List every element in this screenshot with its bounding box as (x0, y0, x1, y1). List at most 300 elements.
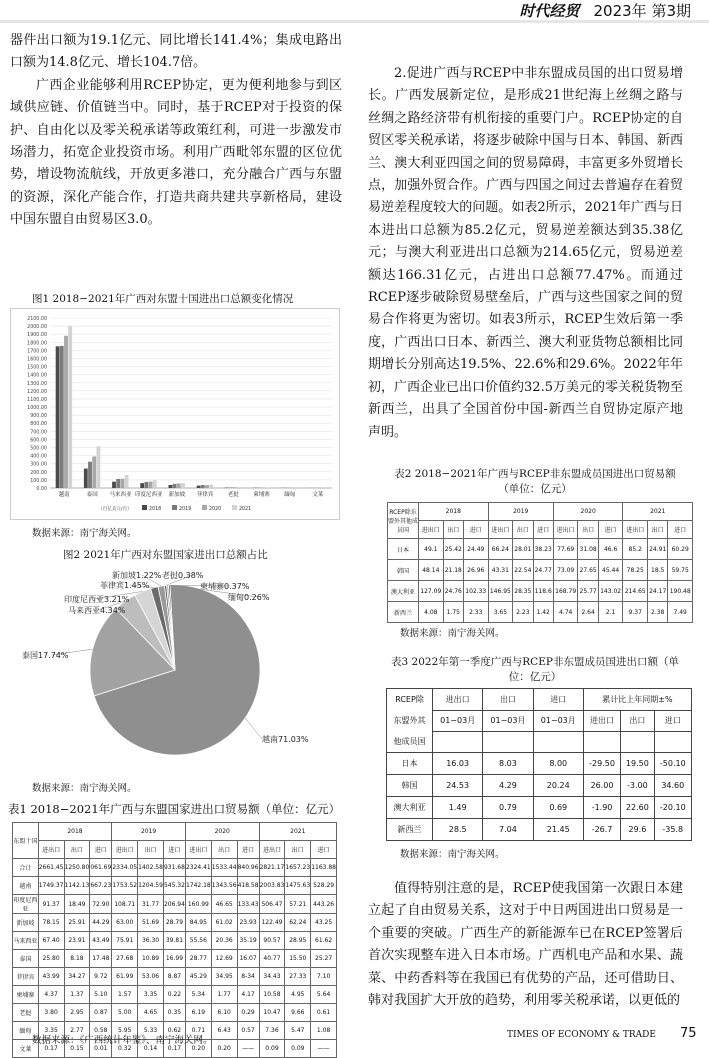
table-cell: 061.69 (90, 859, 112, 877)
table-cell: 146.95 (488, 581, 513, 602)
table-cell: 46.65 (211, 895, 237, 914)
table-cell: 2661.45 (38, 859, 64, 877)
bar (209, 485, 213, 488)
slice-label: 菲律宾1.45% (100, 580, 150, 590)
corner-cell: 东盟十国 (13, 823, 39, 859)
table-cell: 9.72 (90, 968, 112, 986)
table-cell: 38.23 (533, 539, 553, 560)
table-row (388, 581, 693, 602)
table-cell: 55.56 (185, 932, 211, 950)
bar (112, 482, 116, 488)
leader-line (245, 718, 262, 739)
table-cell: 1402.58 (138, 859, 164, 877)
figure-2-source: 数据来源：南宁海关网。 (32, 780, 137, 794)
table-cell: 26.00 (583, 775, 620, 797)
table-cell: 44.29 (90, 914, 112, 932)
table-cell: 7.36 (259, 1022, 285, 1040)
bar (197, 486, 201, 488)
journal-brand: 时代经贸 (519, 2, 579, 20)
subheader-row (13, 841, 337, 859)
period-cell: 01−03月 (433, 710, 483, 731)
subheader-cell: 进口 (237, 841, 259, 859)
table-cell: 61.62 (311, 932, 337, 950)
table-cell: 0.62 (163, 1022, 185, 1040)
subheader-cell: 进口 (598, 521, 623, 539)
table-cell: 18.5 (648, 560, 668, 581)
growth-subheader: 进出口 (583, 710, 620, 731)
bar (60, 346, 64, 488)
table-cell: 19.50 (621, 753, 654, 775)
table-cell: 23.93 (237, 914, 259, 932)
table-cell: 1742.18 (185, 877, 211, 895)
table-cell: 20.24 (533, 775, 583, 797)
year-header: 2021 (623, 503, 693, 521)
figure-2-pie-chart (10, 562, 340, 762)
slice-label: 印度尼西亚3.21% (64, 594, 130, 604)
table-cell: 4.95 (285, 986, 311, 1004)
figure-1-caption: 图1 2018−2021年广西对东盟十国进出口总额变化情况 (32, 291, 293, 306)
table-cell: 15.50 (285, 950, 311, 968)
table-cell: 7.49 (668, 602, 693, 623)
table-cell: 1.08 (311, 1022, 337, 1040)
row-name-cell: 泰国 (13, 950, 39, 968)
row-name-cell: 澳大利亚 (388, 581, 419, 602)
y-tick-label: 300.00 (30, 462, 47, 468)
legend-swatch (232, 505, 237, 510)
table-cell: 4.17 (237, 986, 259, 1004)
table-cell: 931.68 (163, 859, 185, 877)
bar (233, 487, 237, 488)
period-cell: 01−03月 (483, 710, 533, 731)
table-cell: 2.38 (648, 602, 668, 623)
subheader-cell: 出口 (443, 521, 463, 539)
table-cell: 0.20 (211, 1040, 237, 1058)
row-name-cell: 老挝 (13, 1004, 39, 1022)
table-cell: 21.18 (443, 560, 463, 581)
table-row (387, 819, 692, 841)
table-cell: 133.43 (237, 895, 259, 914)
bar (238, 487, 242, 488)
table-cell: 3.80 (38, 1004, 64, 1022)
table-3-caption: 表3 2022年第一季度广西与RCEP非东盟成员国进出口额（单位：亿元） (385, 655, 685, 685)
bar (201, 485, 205, 488)
column-header: 出口 (483, 689, 533, 711)
table-row (388, 539, 693, 560)
table-2-source: 数据来源：南宁海关网。 (400, 625, 505, 639)
row-name-cell: 马来西亚 (13, 932, 39, 950)
subheader-cell: 进出口 (623, 521, 648, 539)
table-1-source: 数据来源：《广西统计年鉴》、南宁海关网。 (32, 1032, 213, 1046)
table-cell: 1657.23 (285, 859, 311, 877)
row-name-cell: 韩国 (387, 775, 433, 797)
slice-label: 越南71.03% (262, 734, 309, 744)
year-header: 2019 (112, 823, 186, 841)
x-tick-label: 印度尼西亚 (135, 490, 163, 498)
table-cell: 5.64 (311, 986, 337, 1004)
table-cell: 78.25 (623, 560, 648, 581)
legend-label: 2018 (149, 506, 161, 512)
table-cell: 0.29 (237, 1004, 259, 1022)
table-cell: 27.68 (112, 950, 138, 968)
row-name-cell: 合计 (13, 859, 39, 877)
table-cell: 1.57 (112, 986, 138, 1004)
y-tick-label: 1400.00 (27, 373, 47, 379)
table-cell: 34.43 (259, 968, 285, 986)
table-cell: 27.33 (285, 968, 311, 986)
row-name-cell: 柬埔寨 (13, 986, 39, 1004)
y-tick-label: 900.00 (30, 413, 47, 419)
table-cell: 4.29 (483, 775, 533, 797)
y-tick-label: 1600.00 (27, 356, 47, 362)
table-cell: 2334.05 (112, 859, 138, 877)
table-cell: 53.06 (138, 968, 164, 986)
table-cell: 26.96 (463, 560, 488, 581)
x-tick-label: 文莱 (312, 490, 324, 498)
table-cell: 545.32 (163, 877, 185, 895)
year-header: 2020 (185, 823, 259, 841)
table-cell: 206.94 (163, 895, 185, 914)
table-cell: 122.49 (259, 914, 285, 932)
table-cell: 7.10 (311, 968, 337, 986)
table-cell: 40.77 (259, 950, 285, 968)
table-cell: 8.03 (483, 753, 533, 775)
subheader-cell: 进出口 (419, 521, 444, 539)
table-cell: 0.35 (163, 1004, 185, 1022)
subheader-cell: 进口 (463, 521, 488, 539)
empty-cell (654, 731, 691, 753)
table-cell: 59.75 (668, 560, 693, 581)
corner-cell: 他成员国 (387, 731, 433, 753)
page-number: 75 (680, 1026, 697, 1041)
table-cell: -35.8 (654, 819, 691, 841)
subheader-cell: 出口 (211, 841, 237, 859)
table-cell: 5.10 (90, 986, 112, 1004)
table-cell: 2.64 (578, 602, 598, 623)
table-cell: 17.48 (90, 950, 112, 968)
header-row (388, 503, 693, 521)
table-cell: —— (311, 1040, 337, 1058)
row-name-cell: 越南 (13, 877, 39, 895)
table-cell: 61.02 (211, 914, 237, 932)
slice-label: 新加坡1.22% (112, 570, 162, 580)
bar (92, 456, 96, 488)
table-row (13, 895, 337, 914)
table-cell: 0.69 (533, 797, 583, 819)
x-tick-label: 老挝 (228, 490, 240, 498)
right-column-text-2 (368, 878, 683, 1012)
table-cell: 46.6 (598, 539, 623, 560)
table-row (13, 950, 337, 968)
bar (229, 487, 233, 488)
table-cell: 2.23 (513, 602, 533, 623)
row-name-cell: 缅甸 (13, 1022, 39, 1040)
y-tick-label: 1800.00 (27, 340, 47, 346)
table-cell: 6.43 (211, 1022, 237, 1040)
table-cell: 667.23 (90, 877, 112, 895)
column-header: 进出口 (433, 689, 483, 711)
table-cell: 0.79 (483, 797, 533, 819)
row-name-cell: 菲律宾 (13, 968, 39, 986)
table-row (13, 932, 337, 950)
legend-label: 2019 (179, 506, 191, 512)
table-cell: 3.35 (38, 1022, 64, 1040)
y-tick-label: 200.00 (30, 470, 47, 476)
table-cell: 3.35 (138, 986, 164, 1004)
table-cell: 16.07 (237, 950, 259, 968)
table-cell: 77.69 (553, 539, 578, 560)
table-2-caption: 表2 2018−2021年广西与RCEP非东盟成员国进出口贸易额（单位：亿元） (385, 467, 685, 497)
table-cell: 90.57 (259, 932, 285, 950)
table-cell: 160.99 (185, 895, 211, 914)
bar (88, 462, 92, 488)
table-cell: 0.71 (185, 1022, 211, 1040)
y-tick-label: 600.00 (30, 437, 47, 443)
header-text (519, 0, 691, 21)
table-cell: 1.77 (211, 986, 237, 1004)
table-cell: 49.1 (419, 539, 444, 560)
x-tick-label: 菲律宾 (197, 490, 214, 498)
table-cell: -3.00 (621, 775, 654, 797)
empty-cell (433, 731, 483, 753)
y-tick-label: 1700.00 (27, 348, 47, 354)
table-cell: 22.54 (513, 560, 533, 581)
table-cell: 0.58 (90, 1022, 112, 1040)
table-cell: 45.29 (185, 968, 211, 986)
growth-header: 累计比上年同期±% (583, 689, 691, 711)
table-cell: 61.99 (112, 968, 138, 986)
left-paragraph-1: 器件出口额为19.1亿元、同比增长141.4%；集成电路出口额为14.8亿元、增长104.7倍。 (10, 30, 342, 75)
table-cell: 528.29 (311, 877, 337, 895)
table-cell: 0.22 (163, 986, 185, 1004)
year-header: 2018 (419, 503, 489, 521)
x-tick-label: 缅甸 (284, 490, 296, 498)
y-tick-label: 400.00 (30, 454, 47, 460)
y-tick-label: 0.00 (36, 486, 47, 492)
legend-label: 2021 (239, 506, 251, 512)
bar (97, 446, 101, 488)
table-cell: 0.01 (90, 1040, 112, 1058)
table-cell: 25.91 (64, 914, 90, 932)
table-cell: 63.00 (112, 914, 138, 932)
empty-cell (621, 731, 654, 753)
y-tick-label: 1000.00 (27, 405, 47, 411)
table-cell: 5.47 (285, 1022, 311, 1040)
table-cell: 0.17 (163, 1040, 185, 1058)
bar (149, 482, 153, 488)
table-cell: -50.10 (654, 753, 691, 775)
table-cell: 20.36 (211, 932, 237, 950)
table-cell: 8.00 (533, 753, 583, 775)
table-cell: 31.77 (138, 895, 164, 914)
table-row (13, 859, 337, 877)
y-tick-label: 1300.00 (27, 381, 47, 387)
x-tick-label: 泰国 (87, 490, 99, 498)
table-cell: 1204.59 (138, 877, 164, 895)
slice-label: 老挝0.38% (162, 570, 204, 580)
table-cell: 60.29 (668, 539, 693, 560)
y-tick-label: 100.00 (30, 478, 47, 484)
table-row (13, 986, 337, 1004)
table-cell: 0.32 (112, 1040, 138, 1058)
table-row (387, 797, 692, 819)
table-cell: 45.44 (598, 560, 623, 581)
subheader-row (388, 521, 693, 539)
y-tick-label: 1100.00 (27, 397, 47, 403)
table-2 (387, 502, 693, 623)
table-cell: 1.42 (533, 602, 553, 623)
table-cell: 0.61 (311, 1004, 337, 1022)
table-cell: 0.17 (38, 1040, 64, 1058)
subheader-cell: 进出口 (488, 521, 513, 539)
table-cell: 0.14 (138, 1040, 164, 1058)
subheader-cell: 出口 (578, 521, 598, 539)
table-cell: -26.7 (583, 819, 620, 841)
growth-subheader: 进口 (654, 710, 691, 731)
table-cell: 34.60 (654, 775, 691, 797)
bar (177, 483, 181, 488)
empty-cell (583, 731, 620, 753)
legend-swatch (172, 505, 177, 510)
period-cell: 01−03月 (533, 710, 583, 731)
table-cell: 2324.41 (185, 859, 211, 877)
slice-label: 柬埔寨0.37% (200, 581, 250, 591)
corner-cell: RCEP除 (387, 689, 433, 711)
bar (169, 485, 173, 488)
table-row (388, 602, 693, 623)
row-name-cell: 文莱 (13, 1040, 39, 1058)
table-cell: 25.77 (578, 581, 598, 602)
table-row (388, 560, 693, 581)
table-cell: 39.81 (163, 932, 185, 950)
table-cell: 5.00 (112, 1004, 138, 1022)
table-cell: 62.24 (285, 914, 311, 932)
x-tick-label: 柬埔寨 (253, 490, 270, 498)
bar (56, 346, 60, 488)
row-name-cell: 新西兰 (388, 602, 419, 623)
table-cell: 1163.88 (311, 859, 337, 877)
header-row (387, 689, 692, 711)
table-cell: 8.87 (163, 968, 185, 986)
table-cell: 84.95 (185, 914, 211, 932)
table-cell: 85.2 (623, 539, 648, 560)
table-cell: 25.42 (443, 539, 463, 560)
growth-subheader: 出口 (621, 710, 654, 731)
corner-cell: RCEP除东盟外其他成员国 (388, 503, 419, 539)
left-paragraph-2: 广西企业能够利用RCEP协定，更为便利地参与到区域供应链、价值链当中。同时，基于RCEP对于投资的保护、自由化以及零关税承诺等政策红利，可进一步激发市场潜力，拓宽企业投资市场。利用广西毗邻东盟的区位优势，增设物流航线，开放更多港口，充分融合广西与东盟的资源，深化产能合作，打造共商共建共享新格局，建设中国东盟自由贸易区3.0。 (10, 75, 342, 232)
empty-cell (533, 731, 583, 753)
table-cell: -29.50 (583, 753, 620, 775)
table-cell: 443.26 (311, 895, 337, 914)
table-cell: 51.69 (138, 914, 164, 932)
table-cell: 66.24 (488, 539, 513, 560)
subheader-row (387, 710, 692, 731)
table-cell: 127.09 (419, 581, 444, 602)
table-cell: 18.49 (64, 895, 90, 914)
table-1 (12, 822, 337, 1058)
table-cell: 2.33 (463, 602, 488, 623)
table-cell: 28.79 (163, 914, 185, 932)
table-cell: 0.57 (237, 1022, 259, 1040)
row-name-cell: 日本 (388, 539, 419, 560)
table-cell: 34.95 (211, 968, 237, 986)
right-column-text-1 (368, 63, 683, 444)
y-tick-label: 2100.00 (27, 316, 47, 322)
row-name-cell: 韩国 (388, 560, 419, 581)
table-cell: 36.30 (138, 932, 164, 950)
table-cell: 25.27 (311, 950, 337, 968)
table-cell: 10.89 (138, 950, 164, 968)
slice-label: 缅甸0.26% (228, 592, 270, 602)
table-cell: 2.77 (64, 1022, 90, 1040)
year-header: 2021 (259, 823, 336, 841)
table-cell: 9.37 (623, 602, 648, 623)
subheader-cell: 出口 (513, 521, 533, 539)
y-tick-label: 1500.00 (27, 365, 47, 371)
table-row (13, 968, 337, 986)
subheader-cell: 进出口 (553, 521, 578, 539)
table-cell: 214.65 (623, 581, 648, 602)
legend-label: 2020 (209, 506, 221, 512)
table-row (387, 775, 692, 797)
table-cell: 43.31 (488, 560, 513, 581)
y-tick-label: 500.00 (30, 446, 47, 452)
table-cell: 0.15 (64, 1040, 90, 1058)
table-cell: 21.45 (533, 819, 583, 841)
table-cell: 2.95 (64, 1004, 90, 1022)
table-row (13, 914, 337, 932)
table-cell: 6.10 (211, 1004, 237, 1022)
table-cell: 418.58 (237, 877, 259, 895)
table-cell: 73.09 (553, 560, 578, 581)
table-cell: 1343.56 (211, 877, 237, 895)
column-header: 进口 (533, 689, 583, 711)
table-cell: 0.09 (285, 1040, 311, 1058)
bar (153, 480, 157, 488)
legend-title: （百亿美元/百） (98, 505, 132, 512)
left-column-text (10, 30, 342, 232)
table-cell: 57.21 (285, 895, 311, 914)
table-cell: 4.08 (419, 602, 444, 623)
figure-1-bar-chart (10, 308, 340, 520)
subheader-row (387, 731, 692, 753)
slice-label: 泰国17.74% (22, 650, 69, 660)
year-header: 2018 (38, 823, 112, 841)
table-cell: 78.15 (38, 914, 64, 932)
table-cell: 9.66 (285, 1004, 311, 1022)
table-cell: —— (237, 1040, 259, 1058)
table-row (13, 877, 337, 895)
legend-swatch (142, 505, 147, 510)
table-cell: 48.14 (419, 560, 444, 581)
table-cell: 4.37 (38, 986, 64, 1004)
table-1-caption: 表1 2018−2021年广西与东盟国家进出口贸易额（单位：亿元） (8, 801, 340, 817)
table-cell: 3.65 (488, 602, 513, 623)
table-cell: 24.49 (463, 539, 488, 560)
subheader-cell: 进口 (90, 841, 112, 859)
table-cell: 5.33 (138, 1022, 164, 1040)
subheader-cell: 进口 (163, 841, 185, 859)
figure-1-source: 数据来源：南宁海关网。 (32, 525, 137, 539)
table-cell: 72.90 (90, 895, 112, 914)
legend-swatch (202, 505, 207, 510)
y-tick-label: 1200.00 (27, 389, 47, 395)
table-cell: 4.74 (553, 602, 578, 623)
subheader-cell: 出口 (648, 521, 668, 539)
table-cell: 0.09 (259, 1040, 285, 1058)
table-cell: 29.6 (621, 819, 654, 841)
table-cell: 190.48 (668, 581, 693, 602)
table-cell: -1.90 (583, 797, 620, 819)
